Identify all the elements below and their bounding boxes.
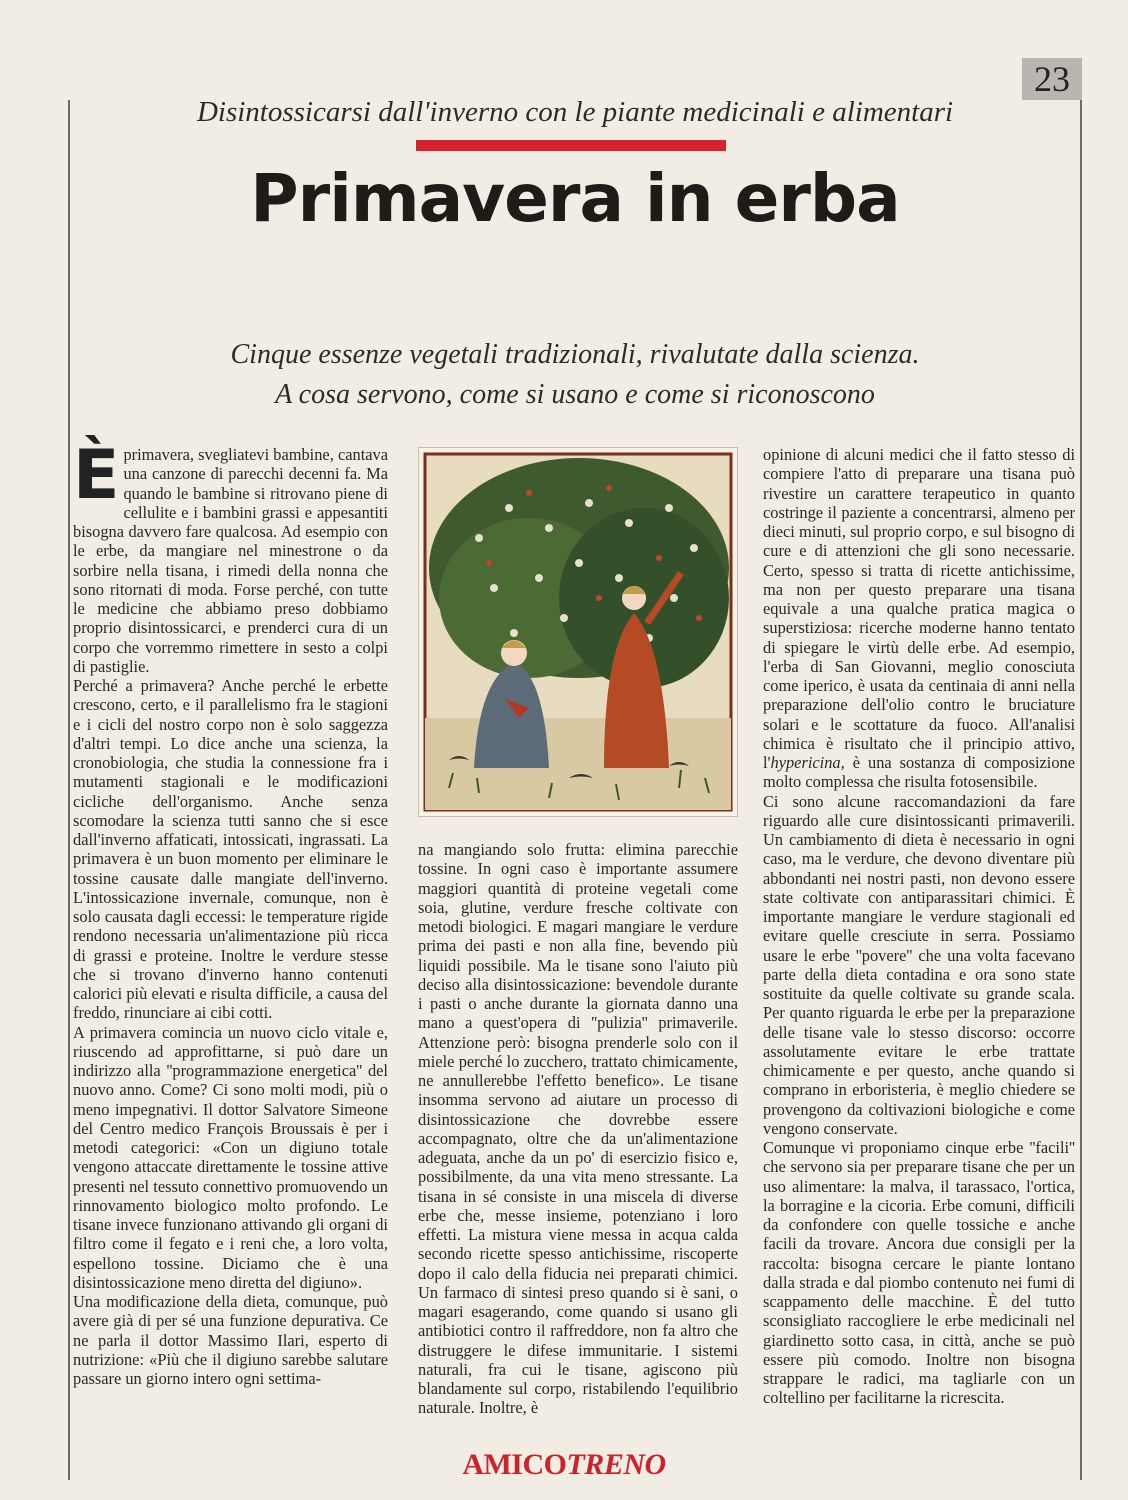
column-3	[763, 445, 1075, 1408]
paragraph-text: è una sostanza di composizione molto complessa che risulta fotosensibile.	[763, 753, 1075, 792]
page-border-right	[1080, 100, 1082, 1480]
headline: Primavera in erba	[250, 160, 900, 237]
paragraph: A primavera comincia un nuovo ciclo vitale e, riuscendo ad approfittarne, si può dare un indirizzo alla ''programmazione energetica'' del nuovo anno. Come? Ci sono molti modi, più o meno impegnativi. Il dottor Salvatore Simeone del Centro medico François Broussais è per i metodi categorici: «Con un digiuno totale vengono attaccate direttamente le tossine attive presenti nel tessuto connettivo promuovendo un rinnovamento biologico molto profondo. Le tisane invece funzionano attivando gli organi di filtro come il fegato e i reni che, a loro volta, espellono tossine. Diciamo che è una disintossicazione meno diretta del digiuno».	[73, 1022, 388, 1292]
footer-brand	[0, 1448, 1128, 1482]
page-number: 23	[1022, 58, 1082, 100]
deck-line-2: A cosa servono, come si usano e come si riconoscono	[275, 379, 875, 410]
paragraph: Comunque vi proponiamo cinque erbe ''facili'' che servono sia per preparare tisane che per un uso alimentare: la malva, il tarassaco, l'ortica, la borragine e la cicoria. Erbe comuni, difficili da confondere con quelle tossiche e anche facili da trovare. Ancora due consigli per la raccolta: bisogna cercare le piante lontano dalla strada e dal piombo contenuto nei fumi di scappamento delle macchine. È del tutto sconsigliato raccogliere le erbe medicinali nel giardinetto sotto casa, in città, anche se può essere più comodo. Inoltre non bisogna strappare le radici, ma tagliarle con un coltellino per facilitarne la ricrescita.	[763, 1138, 1075, 1408]
brand-part-a: AMICO	[462, 1448, 567, 1481]
paragraph: na mangiando solo frutta: elimina parecchie tossine. In ogni caso è importante assumere maggiori quantità di proteine vegetali come soia, glutine, verdure fresche coltivate con metodi biologici. E magari mangiare le verdure prima dei pasti e non alla fine, bevendo più liquidi possibile. Ma le tisane sono l'aiuto più deciso alla disintossicazione: bevendole durante i pasti o anche durante la giornata danno una mano a quest'opera di ''pulizia'' primaverile. Attenzione però: bisogna prenderle solo con il miele perché lo zucchero, trattato chimicamente, ne annullerebbe l'effetto benefico». Le tisane insomma servono ad aiutare un processo di disintossicazione che dovrebbe essere accompagnato, oltre che da un'alimentazione adeguata, anche da un po' di esercizio fisico e, possibilmente, da una vita meno stressante. La tisana in sé consiste in una miscela di diverse erbe che, messe insieme, potenziano i loro effetti. La mistura viene messa in acqua calda secondo ricette spesso antichissime, riscoperte dopo il calo della fiducia nei preparati chimici. Un farmaco di sintesi preso quando si è sani, o magari esagerando, come quando si usano gli antibiotici contro il raffreddore, non fa altro che distruggere le difese immunitarie. I sistemi naturali, fra cui le tisane, agiscono più blandamente sul corpo, ristabilendo l'equilibrio naturale. Inoltre, è	[418, 840, 738, 1418]
paragraph	[73, 436, 388, 676]
paragraph: Ci sono alcune raccomandazioni da fare riguardo alle cure disintossicanti primaverili. Un cambiamento di dieta è necessario in ogni caso, ma le verdure, che devono diventare più abbondanti nei nostri pasti, non devono essere state coltivate con antiparassitari chimici. È importante mangiare le verdure stagionali ed evitare quelle cresciute in serra. Possiamo usare le erbe ''povere'' che una volta facevano parte della dieta contadina e ora sono state sostituite da quelle coltivate su grande scala. Per quanto riguarda le erbe per la preparazione delle tisane vale lo stesso discorso: occorre assolutamente evitare le erbe trattate chimicamente e per questo, anche quando si comprano in erboristeria, è meglio chiedere se provengono da coltivazioni biologiche e come vengono conservate.	[763, 791, 1075, 1138]
medieval-illustration	[418, 447, 738, 817]
italic-term: hypericina,	[770, 753, 845, 772]
page-border-left	[68, 100, 70, 1480]
column-1	[73, 436, 388, 1388]
paragraph: Una modificazione della dieta, comunque, può avere già di per sé una funzione depurativa. Ce ne parla il dottor Massimo Ilari, esperto di nutrizione: «Più che il digiuno sarebbe salutare passare un giorno intero ogni settima-	[73, 1292, 388, 1388]
illustration-image	[419, 448, 737, 816]
paragraph-text: opinione di alcuni medici che il fatto stesso di compiere l'atto di preparare una tisana può rivestire un carattere terapeutico in quanto costringe il paziente a concentrarsi, almeno per dieci minuti, sul proprio corpo, e sul bisogno di cure e di attenzioni che gli sono necessarie. Certo, spesso si tratta di ricette antichissime, ma non per questo preparare una tisana equivale a una qualche pratica magica o superstiziosa: ricerche moderne hanno tentato di spiegare le virtù delle erbe. Ad esempio, l'erba di San Giovanni, meglio conosciuta come iperico, è usata da centinaia di anni nella preparazione dell'olio contro le bruciature solari e le scottature da fuoco. All'analisi chimica è risultato che il principio attivo, l'	[763, 445, 1075, 772]
paragraph	[763, 445, 1075, 792]
paragraph: Perché a primavera? Anche perché le erbette crescono, certo, e il parallelismo fra le stagioni e i cicli del nostro corpo non è solo saggezza d'altri tempi. Lo dice anche una scienza, la cronobiologia, che studia la connessione fra i mutamenti stagionali e le modificazioni cicliche dell'organismo. Anche senza scomodare la scienza tutti sanno che si esce dall'inverno affaticati, intossicati, ingrassati. La primavera è un buon momento per eliminare le tossine causate dalle mangiate dell'inverno. L'intossicazione invernale, comunque, non è solo causata dagli eccessi: le temperature rigide rendono necessaria un'alimentazione più ricca di grassi e proteine. Inoltre le verdure stesse che si trovano d'inverno hanno contenuti calorici più elevati e risulta difficile, a causa del freddo, rinunciare ai cibi cotti.	[73, 676, 388, 1023]
brand-part-b: TRENO	[566, 1448, 666, 1481]
paragraph-text: primavera, svegliatevi bambine, cantava una canzone di parecchi decenni fa. Ma quando le bambine si ritrovano piene di cellulite e i bambini grassi e appesantiti bisogna davvero fare qualcosa. Ad esempio con le erbe, da mangiare nel minestrone o da sorbire nella tisana, i rimedi della nonna che sono ritornati di moda. Forse perché, con tutte le medicine che abbiamo preso dobbiamo proprio disintossicarci, e prenderci cura di un corpo che vorremmo rimettere in sesto a colpi di pastiglie.	[73, 445, 388, 676]
deck-line-1: Cinque essenze vegetali tradizionali, rivalutate dalla scienza.	[230, 339, 920, 370]
red-rule	[416, 140, 726, 151]
deck	[70, 335, 1080, 415]
column-2	[418, 840, 738, 1418]
kicker: Disintossicarsi dall'inverno con le piante medicinali e alimentari	[196, 96, 954, 128]
dropcap: È	[73, 436, 120, 515]
